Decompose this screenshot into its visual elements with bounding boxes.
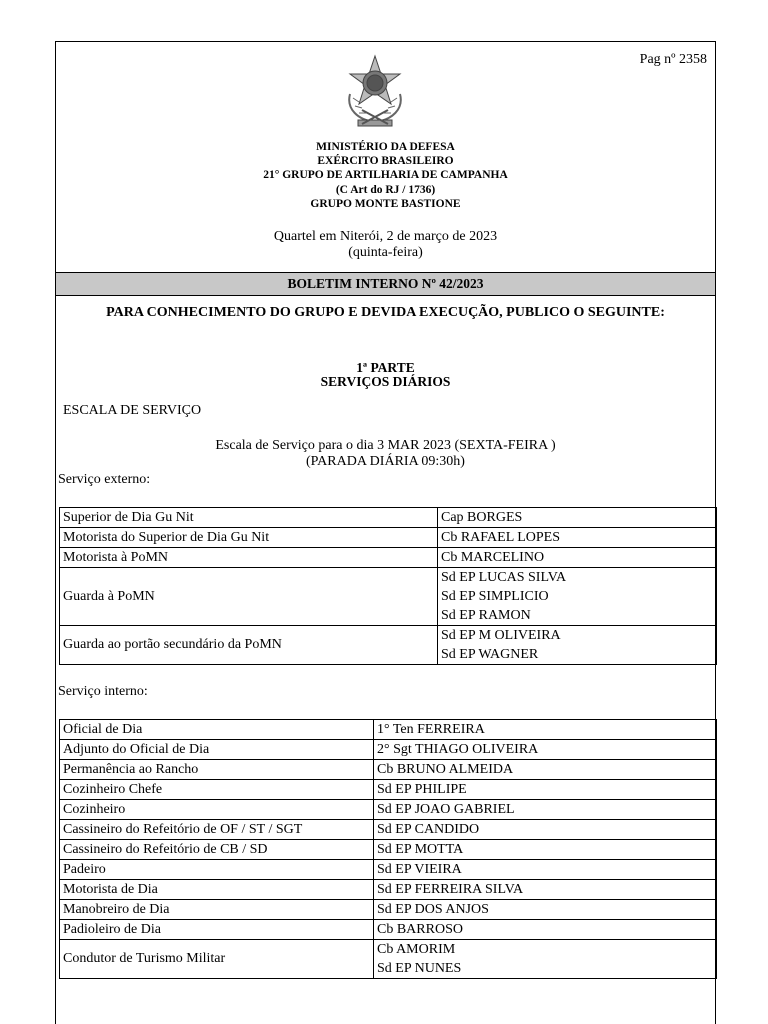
person-name: Sd EP MOTTA <box>377 842 464 857</box>
table-row <box>60 920 717 940</box>
assigned-personnel <box>374 860 717 880</box>
person-name: Sd EP DOS ANJOS <box>377 902 489 917</box>
assigned-personnel <box>374 820 717 840</box>
section-title: ESCALA DE SERVIÇO <box>63 403 202 418</box>
intro-heading: PARA CONHECIMENTO DO GRUPO E DEVIDA EXECUÇÃO, PUBLICO O SEGUINTE: <box>106 305 665 320</box>
part-number: 1ª PARTE <box>356 360 415 375</box>
person-name: Sd EP NUNES <box>377 961 462 976</box>
internal-service-table <box>59 719 717 979</box>
location-date-line: Quartel em Niterói, 2 de março de 2023 <box>273 229 498 244</box>
table-row <box>60 940 717 979</box>
assigned-personnel <box>374 780 717 800</box>
service-role: Guarda ao portão secundário da PoMN <box>60 626 438 665</box>
service-role: Oficial de Dia <box>60 720 374 740</box>
assigned-personnel <box>374 880 717 900</box>
header-line: (C Art do RJ / 1736) <box>335 183 436 196</box>
part-title: SERVIÇOS DIÁRIOS <box>320 374 451 389</box>
external-service-table <box>59 507 717 665</box>
internal-service-label: Serviço interno: <box>58 684 148 699</box>
table-row <box>60 900 717 920</box>
assigned-personnel <box>438 508 717 528</box>
service-role: Guarda à PoMN <box>60 568 438 626</box>
person-name: Sd EP RAMON <box>441 608 531 623</box>
service-role: Padioleiro de Dia <box>60 920 374 940</box>
table-row <box>60 720 717 740</box>
person-name: 2° Sgt THIAGO OLIVEIRA <box>377 742 539 757</box>
service-role: Motorista de Dia <box>60 880 374 900</box>
table-row <box>60 820 717 840</box>
person-name: Cap BORGES <box>441 510 523 525</box>
schedule-date-line: Escala de Serviço para o dia 3 MAR 2023 (SEXTA-FEIRA ) <box>215 438 556 453</box>
table-row <box>60 780 717 800</box>
service-role: Condutor de Turismo Militar <box>60 940 374 979</box>
service-role: Motorista do Superior de Dia Gu Nit <box>60 528 438 548</box>
service-role: Padeiro <box>60 860 374 880</box>
service-role: Superior de Dia Gu Nit <box>60 508 438 528</box>
service-role: Manobreiro de Dia <box>60 900 374 920</box>
person-name: Sd EP SIMPLICIO <box>441 589 549 604</box>
service-role: Cassineiro do Refeitório de CB / SD <box>60 840 374 860</box>
header-line: GRUPO MONTE BASTIONE <box>310 197 461 210</box>
person-name: Sd EP LUCAS SILVA <box>441 570 567 585</box>
person-name: Cb BRUNO ALMEIDA <box>377 762 514 777</box>
person-name: Cb BARROSO <box>377 922 463 937</box>
external-service-label: Serviço externo: <box>58 472 151 487</box>
header-line: EXÉRCITO BRASILEIRO <box>317 155 454 168</box>
service-role: Motorista à PoMN <box>60 548 438 568</box>
assigned-personnel <box>438 548 717 568</box>
weekday-line: (quinta-feira) <box>348 245 423 260</box>
schedule-subtitle <box>56 438 715 470</box>
assigned-personnel <box>374 720 717 740</box>
assigned-personnel <box>374 940 717 979</box>
service-role: Permanência ao Rancho <box>60 760 374 780</box>
table-row <box>60 860 717 880</box>
location-date <box>56 229 715 261</box>
part-heading <box>56 361 715 389</box>
table-row <box>60 880 717 900</box>
table-row <box>60 740 717 760</box>
assigned-personnel <box>374 900 717 920</box>
person-name: Sd EP FERREIRA SILVA <box>377 882 524 897</box>
assigned-personnel <box>438 626 717 665</box>
table-row <box>60 760 717 780</box>
person-name: Cb AMORIM <box>377 942 456 957</box>
coat-of-arms-emblem <box>344 54 406 130</box>
person-name: Cb MARCELINO <box>441 550 545 565</box>
service-role: Cassineiro do Refeitório de OF / ST / SGT <box>60 820 374 840</box>
table-row <box>60 840 717 860</box>
service-role: Cozinheiro Chefe <box>60 780 374 800</box>
service-role: Adjunto do Oficial de Dia <box>60 740 374 760</box>
institution-header <box>56 140 715 211</box>
table-row <box>60 548 717 568</box>
table-row <box>60 528 717 548</box>
parade-time-line: (PARADA DIÁRIA 09:30h) <box>306 454 465 469</box>
person-name: Sd EP WAGNER <box>441 647 539 662</box>
assigned-personnel <box>438 528 717 548</box>
person-name: 1° Ten FERREIRA <box>377 722 485 737</box>
table-row <box>60 568 717 626</box>
assigned-personnel <box>438 568 717 626</box>
assigned-personnel <box>374 800 717 820</box>
service-role: Cozinheiro <box>60 800 374 820</box>
table-row <box>60 800 717 820</box>
header-line: 21° GRUPO DE ARTILHARIA DE CAMPANHA <box>263 169 508 182</box>
person-name: Cb RAFAEL LOPES <box>441 530 561 545</box>
person-name: Sd EP VIEIRA <box>377 862 462 877</box>
document-frame <box>55 41 716 1024</box>
bulletin-title: BOLETIM INTERNO Nº 42/2023 <box>56 272 715 296</box>
assigned-personnel <box>374 760 717 780</box>
person-name: Sd EP M OLIVEIRA <box>441 628 561 643</box>
header-line: MINISTÉRIO DA DEFESA <box>316 141 455 153</box>
person-name: Sd EP JOAO GABRIEL <box>377 802 515 817</box>
assigned-personnel <box>374 920 717 940</box>
table-row <box>60 626 717 665</box>
table-row <box>60 508 717 528</box>
assigned-personnel <box>374 840 717 860</box>
person-name: Sd EP CANDIDO <box>377 822 480 837</box>
page-number: Pag nº 2358 <box>639 52 707 67</box>
person-name: Sd EP PHILIPE <box>377 782 467 797</box>
assigned-personnel <box>374 740 717 760</box>
